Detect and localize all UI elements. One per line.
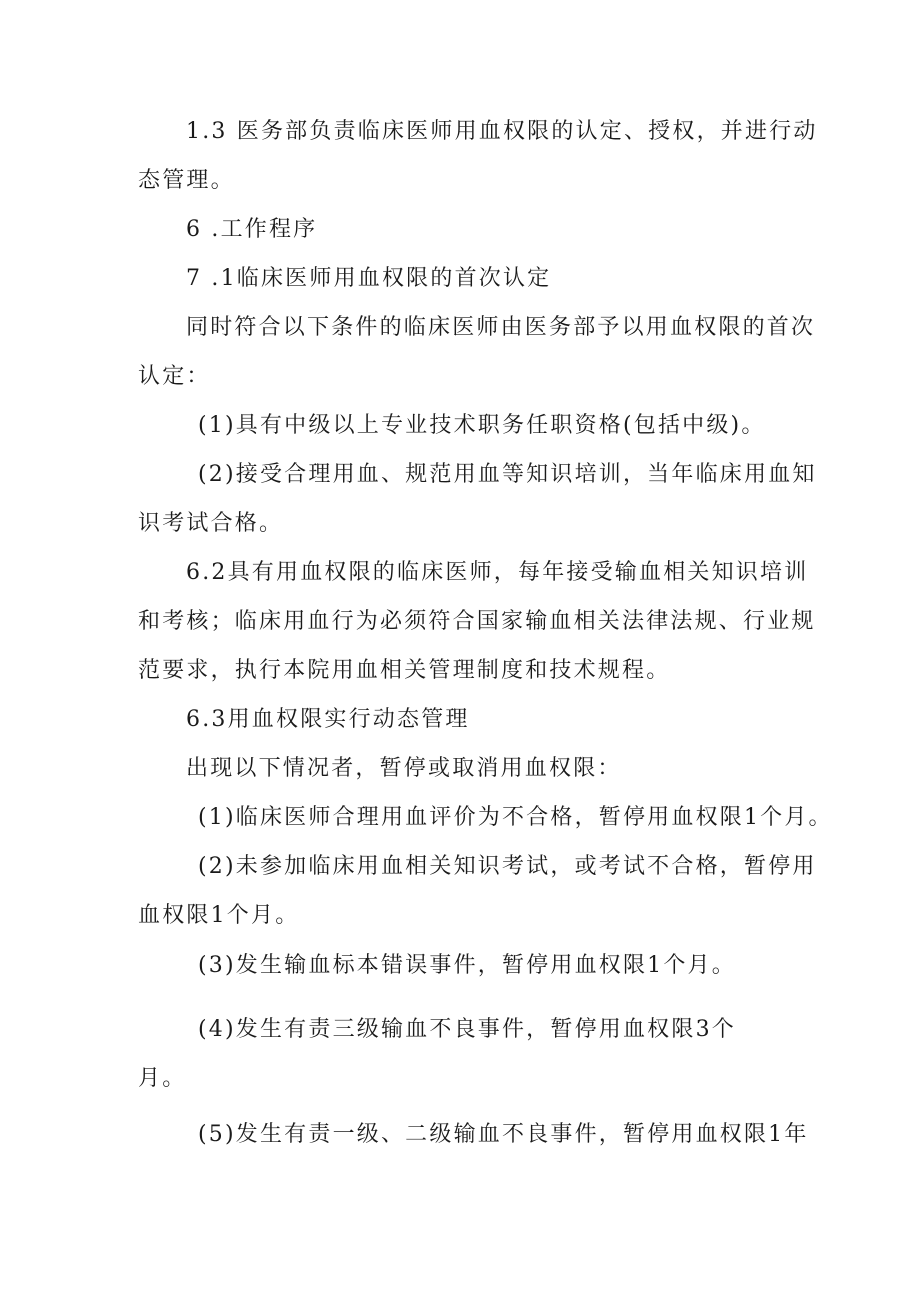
- paragraph-line: 血权限1个月。: [138, 903, 300, 928]
- paragraph-line: 6.2具有用血权限的临床医师，每年接受输血相关知识培训: [186, 560, 809, 585]
- list-item: (3)发生输血标本错误事件，暂停用血权限1个月。: [198, 953, 736, 978]
- section-heading: 7 .1临床医师用血权限的首次认定: [186, 266, 552, 291]
- paragraph-line: 和考核；临床用血行为必须符合国家输血相关法律法规、行业规: [138, 609, 816, 634]
- paragraph-line: 态管理。: [138, 168, 235, 193]
- section-heading: 6.3用血权限实行动态管理: [186, 707, 470, 732]
- paragraph-line: 认定：: [138, 364, 211, 389]
- paragraph-line: 识考试合格。: [138, 511, 284, 536]
- list-item: (2)接受合理用血、规范用血等知识培训，当年临床用血知: [198, 462, 817, 487]
- paragraph-line: 出现以下情况者，暂停或取消用血权限：: [186, 756, 622, 781]
- list-item: (1)具有中级以上专业技术职务任职资格(包括中级)。: [198, 413, 766, 438]
- paragraph-line: 1.3 医务部负责临床医师用血权限的认定、授权，并进行动: [186, 119, 818, 144]
- list-item: (4)发生有责三级输血不良事件，暂停用血权限3个: [198, 1017, 736, 1042]
- list-item: (2)未参加临床用血相关知识考试，或考试不合格，暂停用: [198, 854, 817, 879]
- list-item: (5)发生有责一级、二级输血不良事件，暂停用血权限1年: [198, 1122, 809, 1147]
- paragraph-line: 月。: [138, 1066, 187, 1091]
- section-heading: 6 .工作程序: [186, 217, 318, 242]
- paragraph-line: 范要求，执行本院用血相关管理制度和技术规程。: [138, 658, 671, 683]
- list-item: (1)临床医师合理用血评价为不合格，暂停用血权限1个月。: [198, 805, 833, 830]
- paragraph-line: 同时符合以下条件的临床医师由医务部予以用血权限的首次: [186, 315, 816, 340]
